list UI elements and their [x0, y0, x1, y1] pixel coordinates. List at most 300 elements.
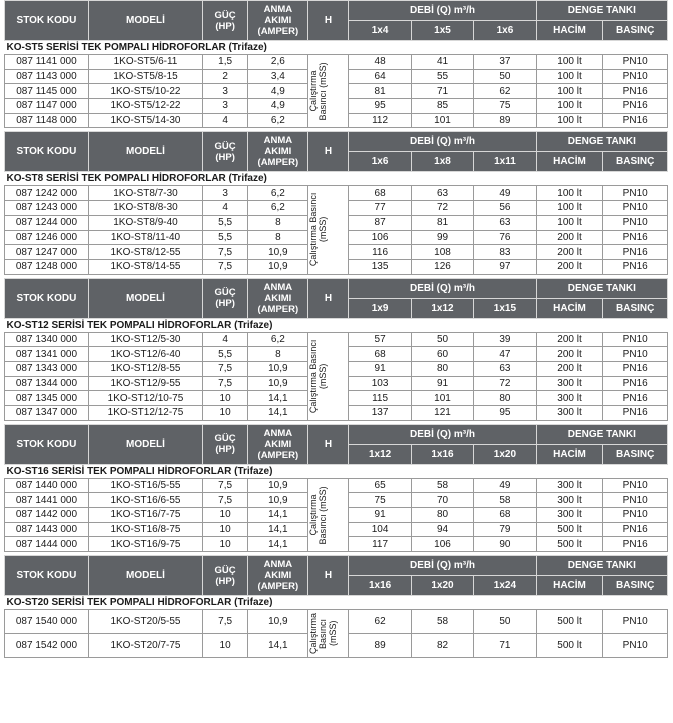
header-flow-q2: 1x8 — [411, 152, 473, 172]
cell-pressure-class: PN10 — [603, 508, 668, 523]
cell-current: 8 — [248, 215, 308, 230]
cell-stock-code: 087 1440 000 — [5, 478, 89, 493]
cell-tank-volume: 200 lt — [536, 259, 603, 274]
cell-power: 7,5 — [203, 376, 248, 391]
cell-flow-1: 68 — [349, 186, 411, 201]
cell-stock-code: 087 1145 000 — [5, 84, 89, 99]
series-title-row — [5, 41, 668, 55]
header-row — [5, 132, 668, 152]
header-model: MODELİ — [88, 1, 202, 41]
cell-tank-volume: 500 lt — [536, 522, 603, 537]
header-flow-q1: 1x4 — [349, 21, 411, 41]
cell-flow-2: 85 — [411, 99, 473, 114]
cell-flow-2: 99 — [411, 230, 473, 245]
cell-stock-code: 087 1141 000 — [5, 55, 89, 70]
cell-model: 1KO-ST8/7-30 — [88, 186, 202, 201]
cell-model: 1KO-ST8/9-40 — [88, 215, 202, 230]
header-rated-current-line: ANMA — [263, 281, 293, 293]
cell-current: 6,2 — [248, 113, 308, 128]
series-table — [4, 278, 668, 421]
cell-power: 7,5 — [203, 259, 248, 274]
header-hacim: HACİM — [536, 576, 603, 596]
cell-current: 10,9 — [248, 376, 308, 391]
cell-flow-1: 75 — [349, 493, 411, 508]
header-rated-current-line: AKIMI — [264, 146, 292, 158]
cell-flow-1: 137 — [349, 406, 411, 421]
cell-flow-3: 83 — [474, 245, 536, 260]
cell-tank-volume: 500 lt — [536, 634, 603, 658]
cell-flow-3: 47 — [474, 347, 536, 362]
cell-pressure-class: PN16 — [603, 391, 668, 406]
header-h: H — [308, 556, 349, 596]
header-balance-tank: DENGE TANKI — [536, 278, 667, 298]
cell-flow-1: 87 — [349, 215, 411, 230]
cell-tank-volume: 100 lt — [536, 201, 603, 216]
cell-power: 2 — [203, 69, 248, 84]
cell-flow-1: 112 — [349, 113, 411, 128]
cell-power: 3 — [203, 84, 248, 99]
header-basinc: BASINÇ — [603, 298, 668, 318]
cell-current: 2,6 — [248, 55, 308, 70]
cell-flow-1: 103 — [349, 376, 411, 391]
cell-stock-code: 087 1443 000 — [5, 522, 89, 537]
cell-model: 1KO-ST12/8-55 — [88, 361, 202, 376]
cell-power: 10 — [203, 508, 248, 523]
header-flow-q1: 1x12 — [349, 444, 411, 464]
cell-model: 1KO-ST12/9-55 — [88, 376, 202, 391]
table-row — [5, 55, 668, 70]
cell-stock-code: 087 1345 000 — [5, 391, 89, 406]
cell-stock-code: 087 1340 000 — [5, 332, 89, 347]
cell-tank-volume: 100 lt — [536, 113, 603, 128]
cell-pressure-class: PN16 — [603, 99, 668, 114]
cell-flow-2: 60 — [411, 347, 473, 362]
cell-flow-1: 135 — [349, 259, 411, 274]
header-rated-current — [248, 1, 308, 41]
header-flow: DEBİ (Q) m³/h — [349, 278, 536, 298]
cell-pressure-class: PN16 — [603, 113, 668, 128]
h-label: Çalıştırma Basıncı (mSS) — [308, 62, 329, 121]
cell-stock-code: 087 1243 000 — [5, 201, 89, 216]
cell-pressure-class: PN10 — [603, 69, 668, 84]
series-title-row — [5, 464, 668, 478]
cell-model: 1KO-ST12/6-40 — [88, 347, 202, 362]
cell-power: 4 — [203, 201, 248, 216]
cell-current: 14,1 — [248, 522, 308, 537]
cell-pressure-class: PN16 — [603, 245, 668, 260]
cell-current: 14,1 — [248, 634, 308, 658]
cell-model: 1KO-ST12/10-75 — [88, 391, 202, 406]
cell-flow-2: 94 — [411, 522, 473, 537]
header-flow-q3: 1x15 — [474, 298, 536, 318]
cell-tank-volume: 300 lt — [536, 391, 603, 406]
header-basinc: BASINÇ — [603, 21, 668, 41]
cell-pressure-class: PN10 — [603, 55, 668, 70]
cell-power: 7,5 — [203, 361, 248, 376]
cell-tank-volume: 100 lt — [536, 84, 603, 99]
header-rated-current — [248, 278, 308, 318]
header-flow-q1: 1x9 — [349, 298, 411, 318]
header-row — [5, 424, 668, 444]
cell-stock-code: 087 1444 000 — [5, 537, 89, 552]
cell-current: 10,9 — [248, 259, 308, 274]
cell-pressure-class: PN10 — [603, 186, 668, 201]
header-power-label: GÜÇ — [214, 433, 236, 445]
h-label: Çalıştırma Basıncı (mSS) — [308, 485, 329, 544]
cell-flow-1: 65 — [349, 478, 411, 493]
cell-current: 10,9 — [248, 361, 308, 376]
cell-pressure-class: PN10 — [603, 634, 668, 658]
cell-flow-2: 58 — [411, 478, 473, 493]
header-power-label: GÜÇ — [214, 140, 236, 152]
header-basinc: BASINÇ — [603, 444, 668, 464]
cell-flow-2: 71 — [411, 84, 473, 99]
cell-power: 7,5 — [203, 478, 248, 493]
cell-model: 1KO-ST16/5-55 — [88, 478, 202, 493]
cell-tank-volume: 100 lt — [536, 99, 603, 114]
header-rated-current-line: AKIMI — [264, 15, 292, 26]
cell-flow-3: 75 — [474, 99, 536, 114]
header-rated-current-line: ANMA — [263, 427, 293, 439]
cell-current: 10,9 — [248, 245, 308, 260]
header-power-label: GÜÇ — [214, 287, 236, 299]
header-hacim: HACİM — [536, 444, 603, 464]
cell-power: 10 — [203, 406, 248, 421]
series-table — [4, 131, 668, 274]
cell-flow-1: 106 — [349, 230, 411, 245]
cell-flow-2: 41 — [411, 55, 473, 70]
series-title-row — [5, 596, 668, 610]
header-rated-current-line: ANMA — [263, 559, 293, 571]
header-model: MODELİ — [88, 424, 202, 464]
cell-flow-1: 89 — [349, 634, 411, 658]
series-title: KO-ST5 SERİSİ TEK POMPALI HİDROFORLAR (Trifaze) — [5, 41, 668, 55]
cell-current: 6,2 — [248, 201, 308, 216]
cell-tank-volume: 200 lt — [536, 230, 603, 245]
cell-model: 1KO-ST12/5-30 — [88, 332, 202, 347]
header-flow-q3: 1x11 — [474, 152, 536, 172]
header-row — [5, 278, 668, 298]
cell-stock-code: 087 1441 000 — [5, 493, 89, 508]
cell-flow-3: 56 — [474, 201, 536, 216]
cell-flow-2: 91 — [411, 376, 473, 391]
cell-flow-2: 55 — [411, 69, 473, 84]
cell-tank-volume: 300 lt — [536, 406, 603, 421]
header-h: H — [308, 132, 349, 172]
header-h: H — [308, 424, 349, 464]
cell-flow-3: 72 — [474, 376, 536, 391]
cell-pressure-class: PN16 — [603, 537, 668, 552]
series-title: KO-ST16 SERİSİ TEK POMPALI HİDROFORLAR (Trifaze) — [5, 464, 668, 478]
cell-stock-code: 087 1147 000 — [5, 99, 89, 114]
header-rated-current-line: (AMPER) — [257, 26, 299, 37]
cell-stock-code: 087 1244 000 — [5, 215, 89, 230]
cell-flow-1: 115 — [349, 391, 411, 406]
cell-current: 3,4 — [248, 69, 308, 84]
header-flow-q2: 1x12 — [411, 298, 473, 318]
cell-stock-code: 087 1542 000 — [5, 634, 89, 658]
cell-stock-code: 087 1341 000 — [5, 347, 89, 362]
header-power — [203, 132, 248, 172]
series-title-row — [5, 172, 668, 186]
header-rated-current-line: ANMA — [263, 4, 293, 15]
header-rated-current — [248, 424, 308, 464]
header-flow-q3: 1x6 — [474, 21, 536, 41]
header-power — [203, 424, 248, 464]
h-column — [308, 610, 349, 658]
cell-current: 14,1 — [248, 508, 308, 523]
cell-pressure-class: PN16 — [603, 84, 668, 99]
cell-flow-2: 126 — [411, 259, 473, 274]
cell-flow-1: 64 — [349, 69, 411, 84]
cell-tank-volume: 500 lt — [536, 610, 603, 634]
cell-flow-3: 49 — [474, 186, 536, 201]
cell-power: 4 — [203, 113, 248, 128]
cell-flow-3: 37 — [474, 55, 536, 70]
header-power-unit: (HP) — [215, 444, 235, 456]
header-balance-tank: DENGE TANKI — [536, 132, 667, 152]
series-table — [4, 424, 668, 552]
cell-current: 14,1 — [248, 391, 308, 406]
h-column — [308, 332, 349, 420]
cell-current: 4,9 — [248, 84, 308, 99]
cell-model: 1KO-ST5/14-30 — [88, 113, 202, 128]
cell-flow-2: 81 — [411, 215, 473, 230]
cell-model: 1KO-ST5/6-11 — [88, 55, 202, 70]
cell-tank-volume: 200 lt — [536, 245, 603, 260]
header-rated-current-line: AKIMI — [264, 570, 292, 582]
h-label: Çalıştırma Basıncı (mSS) — [308, 193, 329, 267]
cell-pressure-class: PN10 — [603, 610, 668, 634]
cell-stock-code: 087 1247 000 — [5, 245, 89, 260]
table-row — [5, 186, 668, 201]
series-title-row — [5, 318, 668, 332]
cell-pressure-class: PN10 — [603, 347, 668, 362]
cell-power: 10 — [203, 537, 248, 552]
header-power-unit: (HP) — [215, 575, 235, 587]
header-flow-q3: 1x24 — [474, 576, 536, 596]
cell-model: 1KO-ST8/8-30 — [88, 201, 202, 216]
cell-model: 1KO-ST12/12-75 — [88, 406, 202, 421]
cell-power: 3 — [203, 186, 248, 201]
header-flow-q2: 1x16 — [411, 444, 473, 464]
header-row — [5, 556, 668, 576]
header-power-unit: (HP) — [215, 151, 235, 163]
header-power-label: GÜÇ — [214, 9, 236, 21]
cell-model: 1KO-ST8/11-40 — [88, 230, 202, 245]
cell-pressure-class: PN16 — [603, 361, 668, 376]
header-power-unit: (HP) — [215, 20, 235, 32]
cell-current: 14,1 — [248, 537, 308, 552]
cell-flow-1: 91 — [349, 508, 411, 523]
header-flow-q2: 1x20 — [411, 576, 473, 596]
series-title: KO-ST12 SERİSİ TEK POMPALI HİDROFORLAR (Trifaze) — [5, 318, 668, 332]
cell-flow-3: 76 — [474, 230, 536, 245]
cell-flow-3: 50 — [474, 69, 536, 84]
cell-flow-1: 77 — [349, 201, 411, 216]
header-row — [5, 1, 668, 21]
header-balance-tank: DENGE TANKI — [536, 424, 667, 444]
header-basinc: BASINÇ — [603, 152, 668, 172]
cell-flow-3: 39 — [474, 332, 536, 347]
cell-model: 1KO-ST16/9-75 — [88, 537, 202, 552]
cell-pressure-class: PN10 — [603, 493, 668, 508]
cell-flow-2: 108 — [411, 245, 473, 260]
cell-stock-code: 087 1347 000 — [5, 406, 89, 421]
header-h: H — [308, 278, 349, 318]
cell-model: 1KO-ST8/14-55 — [88, 259, 202, 274]
cell-tank-volume: 300 lt — [536, 508, 603, 523]
cell-power: 4 — [203, 332, 248, 347]
header-model: MODELİ — [88, 278, 202, 318]
cell-flow-3: 79 — [474, 522, 536, 537]
cell-power: 10 — [203, 522, 248, 537]
header-rated-current-line: (AMPER) — [257, 157, 299, 169]
cell-flow-3: 63 — [474, 361, 536, 376]
cell-flow-2: 80 — [411, 361, 473, 376]
header-h: H — [308, 1, 349, 41]
cell-power: 7,5 — [203, 610, 248, 634]
cell-flow-1: 117 — [349, 537, 411, 552]
table-row — [5, 478, 668, 493]
cell-flow-1: 91 — [349, 361, 411, 376]
cell-flow-1: 68 — [349, 347, 411, 362]
cell-power: 10 — [203, 634, 248, 658]
series-title: KO-ST8 SERİSİ TEK POMPALI HİDROFORLAR (Trifaze) — [5, 172, 668, 186]
header-flow: DEBİ (Q) m³/h — [349, 132, 536, 152]
cell-flow-3: 62 — [474, 84, 536, 99]
cell-flow-1: 62 — [349, 610, 411, 634]
cell-tank-volume: 100 lt — [536, 55, 603, 70]
h-column — [308, 186, 349, 274]
cell-stock-code: 087 1442 000 — [5, 508, 89, 523]
cell-power: 5,5 — [203, 215, 248, 230]
cell-pressure-class: PN10 — [603, 478, 668, 493]
cell-flow-2: 82 — [411, 634, 473, 658]
header-flow: DEBİ (Q) m³/h — [349, 1, 536, 21]
cell-tank-volume: 300 lt — [536, 478, 603, 493]
cell-pressure-class: PN10 — [603, 215, 668, 230]
header-power-unit: (HP) — [215, 298, 235, 310]
header-balance-tank: DENGE TANKI — [536, 556, 667, 576]
cell-power: 1,5 — [203, 55, 248, 70]
cell-tank-volume: 200 lt — [536, 332, 603, 347]
cell-model: 1KO-ST5/8-15 — [88, 69, 202, 84]
header-flow: DEBİ (Q) m³/h — [349, 556, 536, 576]
cell-flow-1: 57 — [349, 332, 411, 347]
cell-stock-code: 087 1344 000 — [5, 376, 89, 391]
cell-stock-code: 087 1148 000 — [5, 113, 89, 128]
cell-flow-3: 97 — [474, 259, 536, 274]
cell-flow-3: 50 — [474, 610, 536, 634]
header-power — [203, 556, 248, 596]
table-row — [5, 610, 668, 634]
cell-current: 10,9 — [248, 610, 308, 634]
cell-stock-code: 087 1540 000 — [5, 610, 89, 634]
cell-pressure-class: PN16 — [603, 230, 668, 245]
cell-tank-volume: 500 lt — [536, 537, 603, 552]
cell-pressure-class: PN16 — [603, 259, 668, 274]
header-stock-code: STOK KODU — [5, 132, 89, 172]
header-model: MODELİ — [88, 132, 202, 172]
cell-flow-3: 71 — [474, 634, 536, 658]
cell-flow-3: 89 — [474, 113, 536, 128]
header-power — [203, 1, 248, 41]
cell-current: 14,1 — [248, 406, 308, 421]
cell-flow-2: 121 — [411, 406, 473, 421]
h-label: Çalıştırma Basıncı (mSS) — [308, 613, 339, 655]
header-hacim: HACİM — [536, 152, 603, 172]
cell-pressure-class: PN16 — [603, 376, 668, 391]
cell-model: 1KO-ST16/8-75 — [88, 522, 202, 537]
cell-model: 1KO-ST5/10-22 — [88, 84, 202, 99]
cell-tank-volume: 200 lt — [536, 347, 603, 362]
cell-stock-code: 087 1343 000 — [5, 361, 89, 376]
cell-stock-code: 087 1246 000 — [5, 230, 89, 245]
header-flow-q1: 1x16 — [349, 576, 411, 596]
cell-current: 6,2 — [248, 332, 308, 347]
cell-model: 1KO-ST8/12-55 — [88, 245, 202, 260]
header-rated-current — [248, 556, 308, 596]
series-table — [4, 0, 668, 128]
cell-model: 1KO-ST20/7-75 — [88, 634, 202, 658]
header-flow: DEBİ (Q) m³/h — [349, 424, 536, 444]
cell-model: 1KO-ST16/7-75 — [88, 508, 202, 523]
cell-pressure-class: PN10 — [603, 201, 668, 216]
header-stock-code: STOK KODU — [5, 1, 89, 41]
h-label: Çalıştırma Basıncı (mSS) — [308, 339, 329, 413]
cell-pressure-class: PN10 — [603, 332, 668, 347]
cell-flow-2: 80 — [411, 508, 473, 523]
cell-tank-volume: 100 lt — [536, 215, 603, 230]
cell-flow-2: 101 — [411, 391, 473, 406]
cell-flow-2: 72 — [411, 201, 473, 216]
cell-tank-volume: 300 lt — [536, 376, 603, 391]
cell-flow-2: 106 — [411, 537, 473, 552]
cell-flow-2: 101 — [411, 113, 473, 128]
cell-stock-code: 087 1242 000 — [5, 186, 89, 201]
header-power — [203, 278, 248, 318]
cell-current: 6,2 — [248, 186, 308, 201]
cell-current: 10,9 — [248, 493, 308, 508]
cell-flow-3: 95 — [474, 406, 536, 421]
cell-current: 8 — [248, 347, 308, 362]
header-balance-tank: DENGE TANKI — [536, 1, 667, 21]
cell-pressure-class: PN16 — [603, 406, 668, 421]
header-stock-code: STOK KODU — [5, 556, 89, 596]
cell-model: 1KO-ST20/5-55 — [88, 610, 202, 634]
cell-current: 10,9 — [248, 478, 308, 493]
cell-flow-2: 58 — [411, 610, 473, 634]
cell-power: 10 — [203, 391, 248, 406]
header-flow-q1: 1x6 — [349, 152, 411, 172]
header-rated-current-line: (AMPER) — [257, 303, 299, 315]
header-rated-current-line: AKIMI — [264, 292, 292, 304]
cell-flow-3: 90 — [474, 537, 536, 552]
table-row — [5, 332, 668, 347]
cell-tank-volume: 100 lt — [536, 69, 603, 84]
header-stock-code: STOK KODU — [5, 424, 89, 464]
cell-current: 4,9 — [248, 99, 308, 114]
cell-power: 7,5 — [203, 493, 248, 508]
cell-pressure-class: PN16 — [603, 522, 668, 537]
cell-flow-3: 58 — [474, 493, 536, 508]
header-model: MODELİ — [88, 556, 202, 596]
cell-power: 3 — [203, 99, 248, 114]
header-flow-q3: 1x20 — [474, 444, 536, 464]
cell-tank-volume: 300 lt — [536, 493, 603, 508]
cell-tank-volume: 200 lt — [536, 361, 603, 376]
